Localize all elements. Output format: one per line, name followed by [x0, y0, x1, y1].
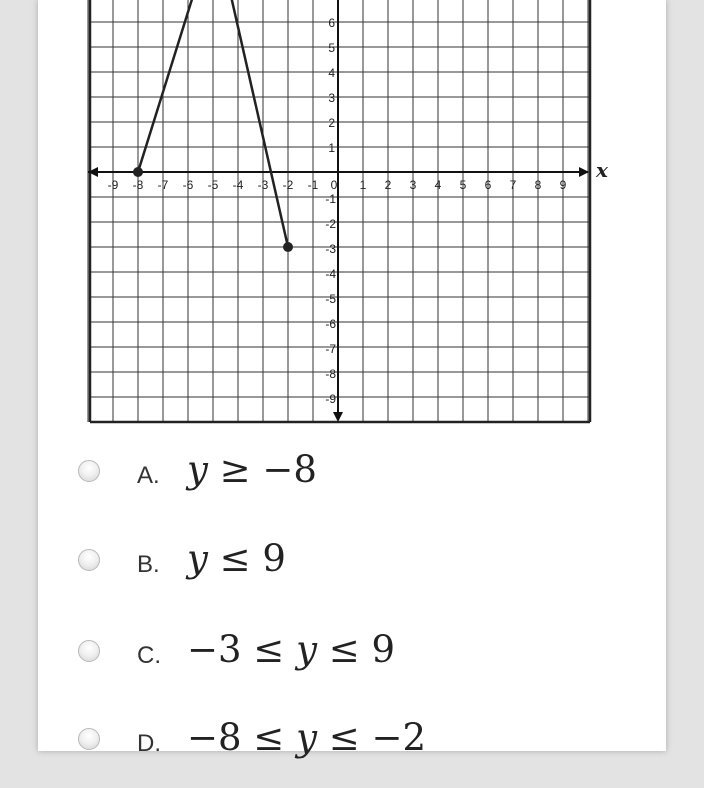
- y-tick-label: 4: [328, 66, 335, 80]
- y-tick-label: -7: [325, 342, 336, 356]
- y-tick-label: -2: [325, 217, 336, 231]
- radio-button-a[interactable]: [78, 460, 100, 482]
- y-axis-arrow-down: [333, 412, 343, 422]
- y-tick-label: 1: [328, 141, 335, 155]
- radio-button-d[interactable]: [78, 728, 100, 750]
- x-tick-label: -4: [232, 178, 244, 192]
- x-tick-label: 2: [384, 178, 392, 192]
- option-d-expression: [187, 716, 426, 759]
- math-text: −8 ≤: [187, 716, 297, 759]
- math-text: −3 ≤: [187, 628, 297, 671]
- option-c[interactable]: [38, 628, 666, 700]
- x-tick-label: 9: [559, 178, 567, 192]
- option-d[interactable]: [38, 716, 666, 788]
- x-tick-label: 1: [359, 178, 367, 192]
- x-tick-label: 0: [330, 178, 338, 192]
- radio-button-b[interactable]: [78, 549, 100, 571]
- x-tick-label: -1: [307, 178, 319, 192]
- y-tick-label: 6: [328, 16, 335, 30]
- x-tick-label: -2: [282, 178, 294, 192]
- x-tick-label: -9: [107, 178, 119, 192]
- coordinate-graph: [38, 0, 666, 430]
- x-tick-label: -7: [157, 178, 169, 192]
- math-text: ≥ −8: [207, 448, 317, 491]
- x-tick-label: -5: [207, 178, 219, 192]
- y-tick-label: -6: [325, 317, 336, 331]
- y-tick-label: 2: [328, 116, 335, 130]
- y-tick-label: 5: [328, 41, 335, 55]
- y-tick-label: -1: [325, 192, 336, 206]
- math-text: ≤ 9: [316, 628, 396, 671]
- y-tick-label: -3: [325, 242, 336, 256]
- math-variable: y: [296, 716, 317, 759]
- y-tick-label: -5: [325, 292, 336, 306]
- option-c-letter: C.: [137, 642, 161, 669]
- option-b-letter: B.: [137, 551, 160, 578]
- math-variable: y: [187, 537, 208, 580]
- x-tick-label: 8: [534, 178, 542, 192]
- x-tick-label: 3: [409, 178, 417, 192]
- y-tick-label: -8: [325, 367, 336, 381]
- x-tick-label: -3: [257, 178, 269, 192]
- option-b[interactable]: [38, 537, 666, 609]
- question-card: [38, 0, 666, 759]
- x-tick-label: 6: [484, 178, 492, 192]
- x-axis-label: x: [596, 158, 608, 182]
- math-variable: y: [187, 448, 208, 491]
- x-tick-label: -6: [182, 178, 194, 192]
- y-tick-label: -4: [325, 267, 336, 281]
- x-tick-label: -8: [132, 178, 144, 192]
- option-a-expression: [187, 448, 317, 491]
- radio-button-c[interactable]: [78, 640, 100, 662]
- math-text: ≤ −2: [316, 716, 427, 759]
- option-d-letter: D.: [137, 730, 161, 757]
- x-tick-label: 7: [509, 178, 517, 192]
- math-text: ≤ 9: [207, 537, 286, 580]
- option-a-letter: A.: [137, 462, 160, 489]
- y-tick-label: 3: [328, 91, 335, 105]
- x-tick-label: 4: [434, 178, 442, 192]
- option-a[interactable]: [38, 448, 666, 520]
- endpoint-dot: [133, 167, 143, 177]
- endpoint-dot: [283, 242, 293, 252]
- option-c-expression: [187, 628, 395, 671]
- x-tick-label: 5: [459, 178, 467, 192]
- y-tick-label: -9: [325, 392, 336, 406]
- math-variable: y: [296, 628, 317, 671]
- option-b-expression: [187, 537, 286, 580]
